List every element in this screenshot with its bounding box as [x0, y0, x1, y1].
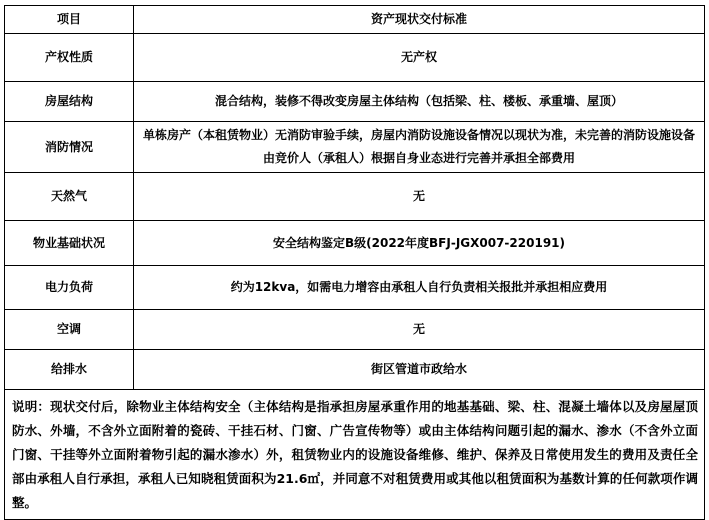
row-label: 消防情况 [5, 122, 134, 173]
row-value: 无 [134, 173, 705, 221]
table-row-fire-safety [5, 122, 705, 173]
table-row-building-structure [5, 82, 705, 122]
row-value: 无 [134, 310, 705, 350]
row-value: 约为12kva，如需电力增容由承租人自行负责相关报批并承担相应费用 [134, 266, 705, 310]
row-label: 房屋结构 [5, 82, 134, 122]
table-row-air-conditioning [5, 310, 705, 350]
row-label: 产权性质 [5, 34, 134, 82]
row-value: 街区管道市政给水 [134, 350, 705, 390]
row-value: 无产权 [134, 34, 705, 82]
table-header-row [5, 6, 705, 34]
row-label: 空调 [5, 310, 134, 350]
row-value: 安全结构鉴定B级(2022年度BFJ-JGX007-220191) [134, 221, 705, 266]
table-row-property-rights [5, 34, 705, 82]
note-text: 说明：现状交付后，除物业主体结构安全（主体结构是指承担房屋承重作用的地基基础、梁、柱、混凝土墙体以及房屋屋顶防水、外墙，不含外立面附着的瓷砖、干挂石材、门窗、广告宣传物等）或由主体结构问题引起的漏水、渗水（不含外立面门窗、干挂等外立面附着物引起的漏水渗水）外，租赁物业内的设施设备维修、维护、保养及日常使用发生的费用及责任全部由承租人自行承担，承租人已知晓租赁面积为21.6㎡，并同意不对租赁费用或其他以租赁面积为基数计算的任何款项作调整。 [5, 390, 705, 520]
row-label: 电力负荷 [5, 266, 134, 310]
row-value: 单栋房产（本租赁物业）无消防审验手续，房屋内消防设施设备情况以现状为准，未完善的消防设施设备由竞价人（承租人）根据自身业态进行完善并承担全部费用 [134, 122, 705, 173]
table-row-natural-gas [5, 173, 705, 221]
row-label: 物业基础状况 [5, 221, 134, 266]
table-row-property-condition [5, 221, 705, 266]
header-item-cell: 项目 [5, 6, 134, 34]
row-label: 给排水 [5, 350, 134, 390]
table-row-water-supply [5, 350, 705, 390]
table-row-power-load [5, 266, 705, 310]
row-value: 混合结构，装修不得改变房屋主体结构（包括梁、柱、楼板、承重墙、屋顶） [134, 82, 705, 122]
header-standard-cell: 资产现状交付标准 [134, 6, 705, 34]
table-note-row [5, 390, 705, 520]
asset-delivery-standard-table [4, 5, 705, 520]
row-label: 天然气 [5, 173, 134, 221]
